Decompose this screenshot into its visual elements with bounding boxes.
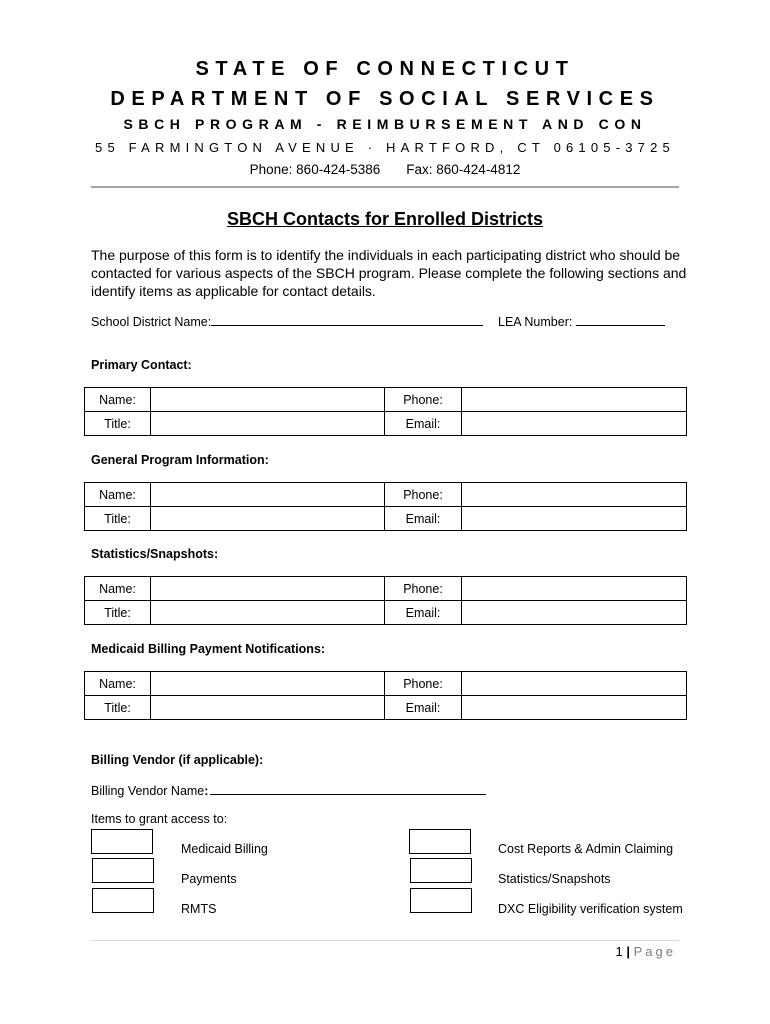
phone-label: Phone: [385,483,462,507]
checkbox-cost-reports[interactable] [409,829,471,854]
phone-label: Phone: [385,388,462,412]
checkbox-medicaid-billing[interactable] [91,829,153,854]
name-label: Name: [85,483,151,507]
checkbox-payments[interactable] [92,858,154,883]
label-cost-reports: Cost Reports & Admin Claiming [498,842,674,856]
header-divider [91,186,679,188]
statistics-email-field[interactable] [462,601,687,625]
lea-field[interactable] [576,313,665,326]
page-separator: | [626,944,630,959]
phone-label: Phone: [385,672,462,696]
title-label: Title: [85,507,151,531]
section-heading-vendor: Billing Vendor (if applicable): [91,753,264,767]
vendor-name-row [91,782,486,798]
statistics-name-field[interactable] [151,577,385,601]
general-title-field[interactable] [151,507,385,531]
name-label: Name: [85,388,151,412]
primary-phone-field[interactable] [462,388,687,412]
statistics-title-field[interactable] [151,601,385,625]
section-heading-general: General Program Information: [91,453,269,467]
header-contact [0,162,770,177]
title-label: Title: [85,412,151,436]
medicaid-phone-field[interactable] [462,672,687,696]
statistics-phone-field[interactable] [462,577,687,601]
label-dxc-eligibility: DXC Eligibility verification system [498,902,683,916]
form-title: SBCH Contacts for Enrolled Districts [226,209,544,229]
form-intro: The purpose of this form is to identify the individuals in each participating district who should be contacted for various aspects of the SBCH program. Please complete the following sections and identify items as applicable for contact details. [91,247,687,299]
lea-label: LEA Number: [498,315,573,329]
label-statistics: Statistics/Snapshots [498,872,611,886]
label-payments: Payments [181,872,237,886]
title-label: Title: [85,696,151,720]
vendor-name-colon: : [204,784,209,798]
primary-title-field[interactable] [151,412,385,436]
school-district-field[interactable] [211,313,483,326]
primary-name-field[interactable] [151,388,385,412]
page-footer [616,944,677,959]
page-number: 1 [615,944,623,959]
section-heading-statistics: Statistics/Snapshots: [91,547,219,561]
header-state: STATE OF CONNECTICUT [195,58,575,80]
email-label: Email: [385,412,462,436]
primary-email-field[interactable] [462,412,687,436]
footer-divider [91,940,679,941]
email-label: Email: [385,696,462,720]
school-district-row [91,313,483,329]
name-label: Name: [85,672,151,696]
general-name-field[interactable] [151,483,385,507]
access-label: Items to grant access to: [91,812,228,826]
section-heading-medicaid: Medicaid Billing Payment Notifications: [91,642,326,656]
label-medicaid-billing: Medicaid Billing [181,842,268,856]
lea-row [498,313,665,329]
checkbox-rmts[interactable] [92,888,154,913]
general-phone-field[interactable] [462,483,687,507]
label-rmts: RMTS [181,902,217,916]
primary-contact-table [84,387,687,436]
title-label: Title: [85,601,151,625]
header-phone: Phone: 860-424-5386 [249,162,381,177]
checkbox-dxc-eligibility[interactable] [410,888,472,913]
vendor-name-field[interactable] [210,782,486,795]
email-label: Email: [385,601,462,625]
statistics-table [84,576,687,625]
medicaid-title-field[interactable] [151,696,385,720]
checkbox-statistics[interactable] [410,858,472,883]
name-label: Name: [85,577,151,601]
medicaid-email-field[interactable] [462,696,687,720]
vendor-name-label: Billing Vendor Name [91,784,205,798]
email-label: Email: [385,507,462,531]
school-district-label: School District Name: [91,315,212,329]
phone-label: Phone: [385,577,462,601]
page-word: Page [633,944,676,959]
header-fax: Fax: 860-424-4812 [406,162,521,177]
medicaid-name-field[interactable] [151,672,385,696]
header-department: DEPARTMENT OF SOCIAL SERVICES [110,88,660,110]
header-program: SBCH PROGRAM - REIMBURSEMENT AND CON [123,116,647,132]
general-email-field[interactable] [462,507,687,531]
header-address: 55 FARMINGTON AVENUE · HARTFORD, CT 06105-3725 [95,140,675,155]
medicaid-table [84,671,687,720]
section-heading-primary: Primary Contact: [91,358,192,372]
general-program-table [84,482,687,531]
